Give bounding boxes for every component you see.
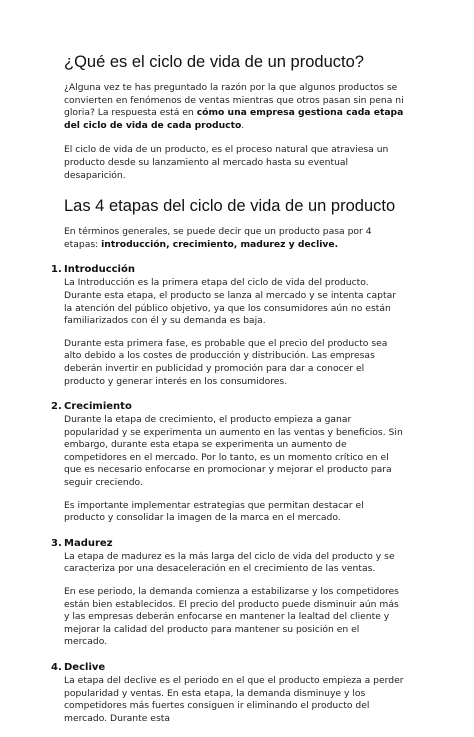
- section-title: Las 4 etapas del ciclo de vida de un producto: [64, 197, 396, 216]
- stage-paragraph: La etapa del declive es el periodo en el que el producto empieza a perder popularidad y ventas. En esta etapa, la demanda disminuye y los competidores más fuertes consiguen ir eliminando el producto del mercado. Durante esta: [64, 675, 404, 724]
- stage-title: Crecimiento: [64, 401, 132, 413]
- page-title: ¿Qué es el ciclo de vida de un producto?: [64, 53, 364, 71]
- stage-item: [51, 263, 404, 388]
- stage-paragraph: Durante esta primera fase, es probable que el precio del producto sea alto debido a los costes de producción y distribución. Las empresas deberán invertir en publicidad y promoción para dar a conocer el producto y generar interés en los consumidores.: [64, 337, 388, 387]
- stages-intro-text: En términos generales, se puede decir que un producto pasa por 4 etapas:: [64, 226, 372, 250]
- stage-number: 4.: [51, 662, 62, 673]
- stage-title: Introducción: [64, 264, 135, 276]
- stage-number: 2.: [51, 401, 62, 413]
- intro-end: .: [241, 119, 245, 131]
- stage-number: 3.: [51, 537, 62, 549]
- document-content: [51, 52, 404, 737]
- stages-intro-bold-text: introducción, crecimiento, madurez y declive.: [101, 238, 339, 250]
- stage-item: [51, 537, 404, 649]
- intro-text: ¿Alguna vez te has preguntado la razón por la que algunos productos se convierten en fenómenos de ventas mientras que otros pasan sin pena ni gloria? La respuesta está en: [64, 82, 404, 119]
- stage-paragraph: En ese periodo, la demanda comienza a estabilizarse y los competidores están bien establecidos. El precio del producto puede disminuir aún más y las empresas deberán enfocarse en mantener la lealtad del cliente y mejorar la calidad del producto para mantener su posición en el mercado.: [64, 586, 399, 648]
- stage-paragraph: Durante la etapa de crecimiento, el producto empieza a ganar popularidad y se experimenta un aumento en las ventas y beneficios. Sin embargo, durante esta etapa se experimenta un aumento de competidores en el mercado. Por lo tanto, es un momento crítico en el que es necesario enfocarse en promocionar y mejorar el producto para seguir creciendo.: [64, 414, 403, 489]
- stage-paragraph: Es importante implementar estrategias que permitan destacar el producto y consolidar la imagen de la marca en el mercado.: [64, 499, 364, 524]
- stage-number: 1.: [51, 264, 62, 276]
- stage-item: [51, 400, 404, 525]
- intro-bold-text: cómo una empresa gestiona cada etapa del ciclo de vida de cada producto: [64, 107, 404, 131]
- intro-paragraph: [64, 82, 404, 132]
- stage-item: [51, 661, 404, 725]
- stage-title: Madurez: [64, 537, 113, 549]
- stage-paragraph: La Introducción es la primera etapa del ciclo de vida del producto. Durante esta etapa, el producto se lanza al mercado y se intenta captar la atención del público objetivo, ya que los consumidores aún no están familiarizados con él y su demanda es baja.: [64, 277, 397, 327]
- definition-paragraph: El ciclo de vida de un producto, es el proceso natural que atraviesa un producto desde su lanzamiento al mercado hasta su eventual desaparición.: [64, 144, 389, 181]
- stage-title: Declive: [64, 662, 106, 673]
- stage-paragraph: La etapa de madurez es la más larga del ciclo de vida del producto y se caracteriza por una desaceleración en el crecimiento de las ventas.: [64, 550, 395, 575]
- stages-intro-paragraph: [64, 226, 404, 251]
- stages-list: [51, 263, 404, 725]
